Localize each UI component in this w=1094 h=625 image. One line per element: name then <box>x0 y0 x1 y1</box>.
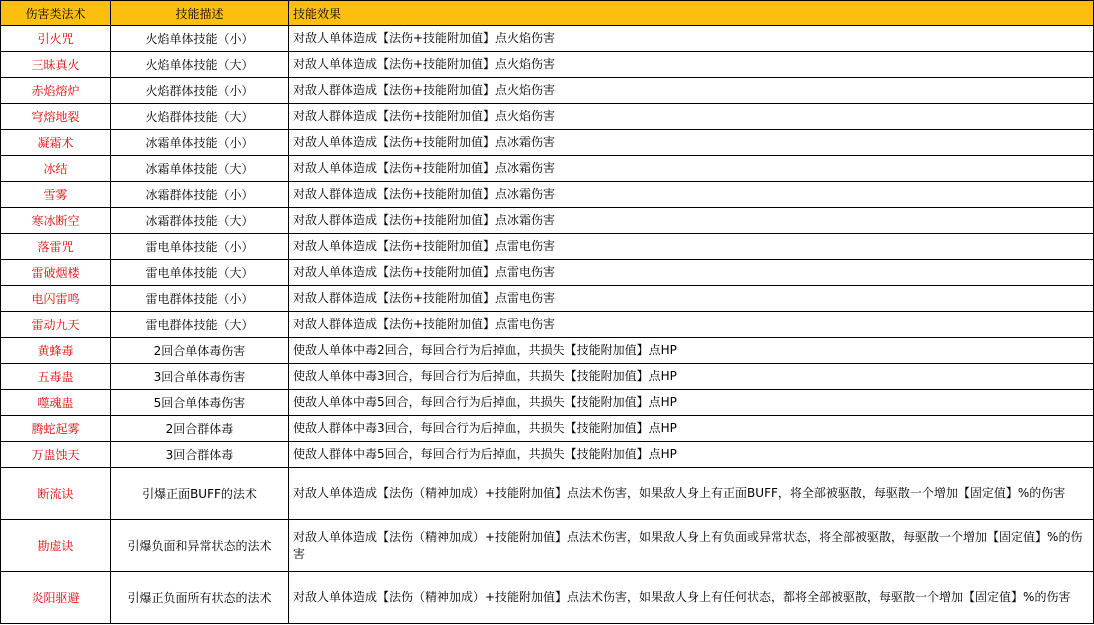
spell-effect: 使敌人单体中毒3回合，每回合行为后掉血，共损失【技能附加值】点HP <box>289 364 1094 390</box>
spell-name: 雷动九天 <box>1 312 111 338</box>
spell-effect: 使敌人单体中毒5回合，每回合行为后掉血，共损失【技能附加值】点HP <box>289 390 1094 416</box>
spell-effect: 对敌人单体造成【法伤+技能附加值】点冰霜伤害 <box>289 130 1094 156</box>
table-row <box>1 416 1094 442</box>
spell-effect: 对敌人单体造成【法伤+技能附加值】点雷电伤害 <box>289 234 1094 260</box>
spell-effect: 对敌人单体造成【法伤（精神加成）+技能附加值】点法术伤害，如果敌人身上有负面或异常状态，将全部被驱散，每驱散一个增加【固定值】%的伤害 <box>289 520 1094 572</box>
spell-name: 断流诀 <box>1 468 111 520</box>
spell-desc: 火焰群体技能（小） <box>111 78 289 104</box>
table-row <box>1 78 1094 104</box>
spell-effect: 对敌人群体造成【法伤+技能附加值】点冰霜伤害 <box>289 182 1094 208</box>
spell-effect: 对敌人单体造成【法伤+技能附加值】点冰霜伤害 <box>289 156 1094 182</box>
spell-desc: 3回合单体毒伤害 <box>111 364 289 390</box>
spell-name: 电闪雷鸣 <box>1 286 111 312</box>
spell-name: 穹熔地裂 <box>1 104 111 130</box>
spell-name: 勘虚诀 <box>1 520 111 572</box>
header-row <box>1 1 1094 26</box>
spell-name: 雪雾 <box>1 182 111 208</box>
spell-desc: 冰霜单体技能（小） <box>111 130 289 156</box>
spell-desc: 冰霜群体技能（小） <box>111 182 289 208</box>
spell-name: 万蛊蚀天 <box>1 442 111 468</box>
spell-desc: 雷电群体技能（大） <box>111 312 289 338</box>
spell-desc: 引爆正负面所有状态的法术 <box>111 572 289 624</box>
table-row <box>1 442 1094 468</box>
table-row <box>1 390 1094 416</box>
spell-desc: 雷电单体技能（小） <box>111 234 289 260</box>
table-row <box>1 338 1094 364</box>
spell-effect: 使敌人群体中毒3回合，每回合行为后掉血，共损失【技能附加值】点HP <box>289 416 1094 442</box>
spell-name: 引火咒 <box>1 26 111 52</box>
spell-name: 寒冰断空 <box>1 208 111 234</box>
table-row <box>1 286 1094 312</box>
table-row <box>1 104 1094 130</box>
spell-desc: 5回合单体毒伤害 <box>111 390 289 416</box>
spell-name: 雷破烟楼 <box>1 260 111 286</box>
spell-name: 冰结 <box>1 156 111 182</box>
table-row <box>1 260 1094 286</box>
spell-name: 炎阳驱避 <box>1 572 111 624</box>
spell-name: 落雷咒 <box>1 234 111 260</box>
spell-desc: 2回合群体毒 <box>111 416 289 442</box>
spell-effect: 对敌人群体造成【法伤+技能附加值】点火焰伤害 <box>289 78 1094 104</box>
spell-effect: 使敌人单体中毒2回合，每回合行为后掉血，共损失【技能附加值】点HP <box>289 338 1094 364</box>
spell-name: 黄蜂毒 <box>1 338 111 364</box>
spell-effect: 对敌人单体造成【法伤+技能附加值】点雷电伤害 <box>289 260 1094 286</box>
spell-name: 凝霜术 <box>1 130 111 156</box>
table-row <box>1 234 1094 260</box>
spell-effect: 对敌人单体造成【法伤（精神加成）+技能附加值】点法术伤害，如果敌人身上有任何状态，都将全部被驱散，每驱散一个增加【固定值】%的伤害 <box>289 572 1094 624</box>
spell-desc: 引爆正面BUFF的法术 <box>111 468 289 520</box>
spell-rows <box>1 26 1094 624</box>
spell-name: 赤焰熔炉 <box>1 78 111 104</box>
spell-desc: 火焰单体技能（小） <box>111 26 289 52</box>
spell-desc: 雷电群体技能（小） <box>111 286 289 312</box>
spell-desc: 冰霜群体技能（大） <box>111 208 289 234</box>
spell-effect: 对敌人群体造成【法伤+技能附加值】点雷电伤害 <box>289 286 1094 312</box>
table-row <box>1 156 1094 182</box>
spell-name: 三昧真火 <box>1 52 111 78</box>
spell-effect: 使敌人群体中毒5回合，每回合行为后掉血，共损失【技能附加值】点HP <box>289 442 1094 468</box>
spell-desc: 雷电单体技能（大） <box>111 260 289 286</box>
table-row <box>1 130 1094 156</box>
spell-name: 腾蛇起雾 <box>1 416 111 442</box>
header-name: 伤害类法术 <box>1 1 111 26</box>
spell-effect: 对敌人单体造成【法伤+技能附加值】点火焰伤害 <box>289 26 1094 52</box>
spell-desc: 2回合单体毒伤害 <box>111 338 289 364</box>
table-row <box>1 364 1094 390</box>
spell-name: 五毒蛊 <box>1 364 111 390</box>
spell-desc: 火焰单体技能（大） <box>111 52 289 78</box>
header-desc: 技能描述 <box>111 1 289 26</box>
spell-effect: 对敌人群体造成【法伤+技能附加值】点雷电伤害 <box>289 312 1094 338</box>
header-effect: 技能效果 <box>289 1 1094 26</box>
table-row <box>1 520 1094 572</box>
table-row <box>1 468 1094 520</box>
spell-name: 噬魂蛊 <box>1 390 111 416</box>
table-row <box>1 182 1094 208</box>
spell-effect: 对敌人群体造成【法伤+技能附加值】点冰霜伤害 <box>289 208 1094 234</box>
spell-effect: 对敌人群体造成【法伤+技能附加值】点火焰伤害 <box>289 104 1094 130</box>
spell-desc: 3回合群体毒 <box>111 442 289 468</box>
table-row <box>1 572 1094 624</box>
table-row <box>1 312 1094 338</box>
spell-effect: 对敌人单体造成【法伤（精神加成）+技能附加值】点法术伤害，如果敌人身上有正面BUFF，将全部被驱散，每驱散一个增加【固定值】%的伤害 <box>289 468 1094 520</box>
table-row <box>1 208 1094 234</box>
table-row <box>1 26 1094 52</box>
spell-desc: 引爆负面和异常状态的法术 <box>111 520 289 572</box>
spell-desc: 火焰群体技能（大） <box>111 104 289 130</box>
spell-effect: 对敌人单体造成【法伤+技能附加值】点火焰伤害 <box>289 52 1094 78</box>
table-row <box>1 52 1094 78</box>
spell-desc: 冰霜单体技能（大） <box>111 156 289 182</box>
